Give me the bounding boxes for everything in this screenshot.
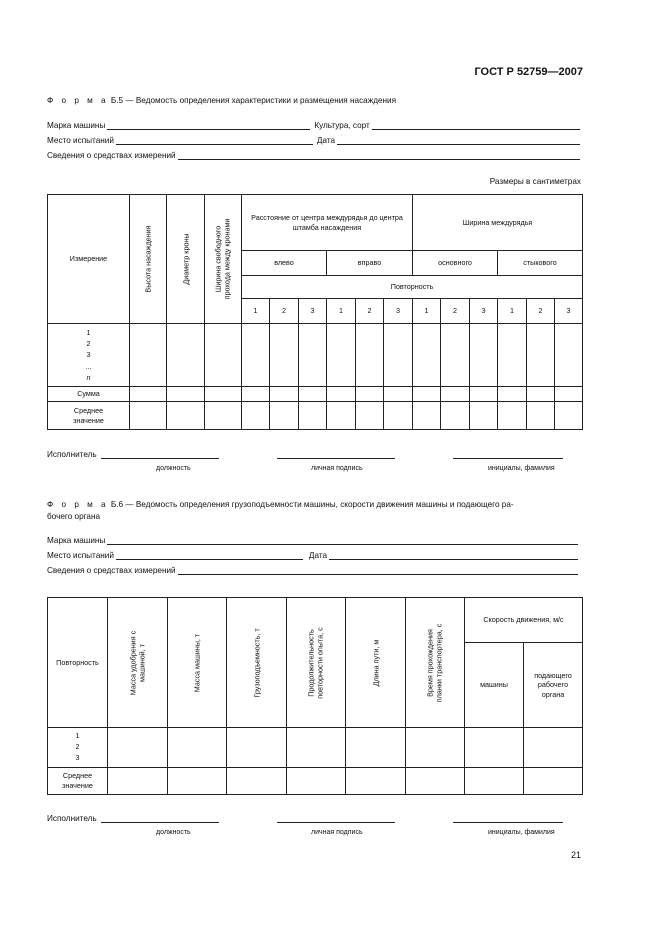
- col-machine-speed: машины: [465, 643, 524, 728]
- col-path: Длина пути, м: [346, 598, 406, 728]
- repeat-num: 3: [555, 298, 583, 323]
- form-number: Б.6: [110, 500, 124, 509]
- instruments-label: Сведения о средствах измерений: [47, 151, 176, 160]
- repeat-num: 3: [299, 298, 327, 323]
- instruments-label: Сведения о средствах измерений: [47, 566, 176, 575]
- form-number: Б.5: [110, 96, 124, 105]
- place-line[interactable]: [116, 551, 303, 560]
- date-label: Дата: [316, 136, 336, 145]
- col-distance: Расстояние от центра междурядья до центра штамба насаждения: [242, 195, 413, 251]
- repeat-num: 1: [242, 298, 270, 323]
- repeat-num: 1: [498, 298, 527, 323]
- repeat-num: 1: [327, 298, 356, 323]
- place-line[interactable]: [116, 136, 313, 145]
- form5-machine-row: [47, 121, 580, 130]
- form-title-text: — Ведомость определения грузоподъемности машины, скорости движения машины и подающего ра-: [123, 500, 514, 509]
- culture-line[interactable]: [372, 121, 580, 130]
- sum-label: Сумма: [48, 387, 130, 402]
- col-organ-speed: подающего рабочего органа: [524, 643, 583, 728]
- page-number: 21: [570, 850, 581, 860]
- form-word: Ф о р м а: [47, 96, 109, 105]
- form5-title: [47, 96, 396, 105]
- machine-label: Марка машины: [47, 121, 106, 130]
- col-measure: Измерение: [48, 195, 130, 324]
- machine-line[interactable]: [107, 121, 310, 130]
- date-label: Дата: [308, 551, 328, 560]
- machine-line[interactable]: [107, 536, 578, 545]
- initials-line[interactable]: [453, 450, 563, 459]
- position-caption: должность: [156, 465, 191, 472]
- place-label: Место испытаний: [47, 551, 114, 560]
- signature-caption: личная подпись: [311, 829, 363, 836]
- repeat-num: 2: [356, 298, 384, 323]
- form5-executor-row: [47, 450, 563, 459]
- table-row: [48, 728, 583, 768]
- col-joint: стыкового: [498, 251, 583, 275]
- form6-executor-row: [47, 814, 563, 823]
- col-time: Время прохождения планки транспортера, с: [406, 598, 465, 728]
- table-row: [48, 402, 583, 430]
- instruments-line[interactable]: [178, 151, 580, 160]
- signature-line[interactable]: [277, 450, 395, 459]
- instruments-line[interactable]: [178, 566, 578, 575]
- date-line[interactable]: [329, 551, 578, 560]
- row-labels: 1 2 3: [48, 728, 108, 768]
- repeat-num: 2: [527, 298, 555, 323]
- avg-label: Среднее значение: [48, 402, 130, 430]
- col-right: вправо: [327, 251, 413, 275]
- place-label: Место испытаний: [47, 136, 114, 145]
- signature-line[interactable]: [277, 814, 395, 823]
- initials-caption: инициалы, фамилия: [488, 465, 555, 472]
- col-main: основного: [413, 251, 498, 275]
- machine-label: Марка машины: [47, 536, 106, 545]
- position-caption: должность: [156, 829, 191, 836]
- avg-label: Среднее значение: [48, 768, 108, 795]
- col-height: Высота насаждения: [130, 195, 167, 324]
- date-line[interactable]: [337, 136, 580, 145]
- col-width: Ширина междурядья: [413, 195, 583, 251]
- form6-place-row: [47, 551, 578, 560]
- col-duration: Продолжительность повторности опыта, с: [287, 598, 346, 728]
- col-fert-mass: Масса удобрения с машиной, т: [108, 598, 168, 728]
- form6-title-cont: бочего органа: [47, 512, 101, 521]
- standard-number: ГОСТ Р 52759—2007: [474, 66, 583, 78]
- culture-label: Культура, сорт: [314, 121, 370, 130]
- col-repeat: Повторность: [48, 598, 108, 728]
- form6-instruments-row: [47, 566, 578, 575]
- form5-table: [47, 194, 583, 430]
- form6-title: [47, 500, 514, 509]
- repeat-num: 2: [270, 298, 299, 323]
- col-passage: Ширина свободного прохода между кронами: [205, 195, 242, 324]
- row-labels: 1 2 3 ... n: [48, 324, 130, 387]
- signature-caption: личная подпись: [311, 465, 363, 472]
- form5-place-row: [47, 136, 580, 145]
- col-mass: Масса машины, т: [168, 598, 227, 728]
- initials-caption: инициалы, фамилия: [488, 829, 555, 836]
- repeat-num: 3: [384, 298, 413, 323]
- initials-line[interactable]: [453, 814, 563, 823]
- form5-instruments-row: [47, 151, 580, 160]
- col-speed: Скорость движения, м/с: [465, 598, 583, 643]
- col-left: влево: [242, 251, 327, 275]
- col-repeat: Повторность: [242, 275, 583, 298]
- repeat-num: 1: [413, 298, 441, 323]
- form6-table: [47, 597, 583, 795]
- form-title-text: — Ведомость определения характеристики и размещения насаждения: [123, 96, 397, 105]
- table-row: [48, 387, 583, 402]
- table-row: [48, 324, 583, 387]
- repeat-num: 2: [441, 298, 470, 323]
- position-line[interactable]: [101, 814, 219, 823]
- form-word: Ф о р м а: [47, 500, 109, 509]
- form6-machine-row: [47, 536, 578, 545]
- position-line[interactable]: [101, 450, 219, 459]
- units-note: Размеры в сантиметрах: [489, 177, 581, 186]
- table-row: [48, 768, 583, 795]
- col-crown: Диаметр кроны: [167, 195, 205, 324]
- col-capacity: Грузоподъемность, т: [227, 598, 287, 728]
- executor-label: Исполнитель: [47, 814, 97, 823]
- executor-label: Исполнитель: [47, 450, 97, 459]
- repeat-num: 3: [470, 298, 498, 323]
